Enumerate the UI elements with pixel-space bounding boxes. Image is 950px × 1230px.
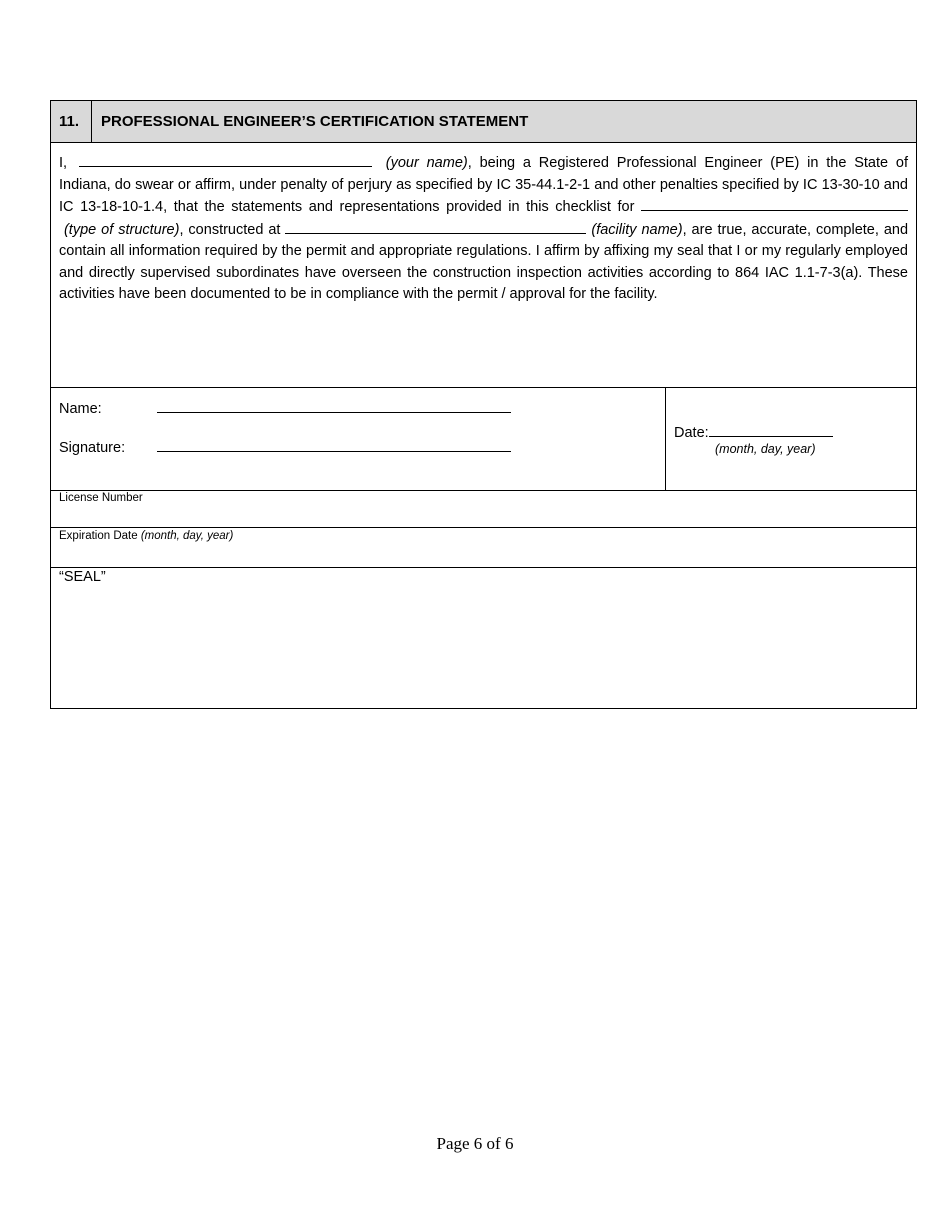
page-number: Page 6 of 6 — [436, 1134, 514, 1153]
statement-text-3: , are true, accurate, complete, and contain all information required by the permit and appropriate regulations. I affirm by affixing my seal that I or my regularly employed and directly supervised subordinates have overseen the construction inspection activities according to 864 IAC 1.1-7-3(a). These activities have been documented to be in compliance with the permit / approval for the facility. — [59, 221, 909, 302]
signature-field[interactable] — [157, 437, 511, 452]
facility-name-hint: (facility name) — [591, 221, 683, 238]
date-hint: (month, day, year) — [715, 442, 816, 456]
signature-row — [51, 388, 916, 491]
seal-label: “SEAL” — [59, 569, 106, 585]
expiration-date-hint: (month, day, year) — [140, 530, 234, 542]
section-number: 11. — [51, 101, 92, 142]
your-name-hint: (your name) — [385, 155, 468, 171]
seal-area — [51, 568, 916, 708]
section-header — [51, 101, 916, 143]
name-signature-cell — [51, 388, 666, 490]
date-label: Date: — [674, 425, 709, 441]
statement-text-1: , being a Registered Professional Engineer (PE) in the State of Indiana, do swear or affirm, under penalty of perjury as specified by IC 35-44.1-2-1 and other penalties specified by IC 13-30-10 and IC 13-18-10-1.4, that the statements and representations provided in this checklist for — [59, 155, 909, 215]
statement-prefix: I, — [59, 155, 68, 171]
name-line — [59, 398, 657, 418]
type-of-structure-hint: (type of structure) — [63, 221, 180, 238]
certification-statement — [51, 143, 916, 388]
license-number-row[interactable] — [51, 491, 916, 528]
type-of-structure-blank[interactable] — [641, 196, 908, 211]
statement-text-2: , constructed at — [179, 221, 281, 238]
signature-label: Signature: — [59, 440, 126, 456]
facility-location-blank[interactable] — [285, 219, 586, 234]
expiration-date-label: Expiration Date — [59, 530, 138, 542]
signature-line — [59, 437, 657, 457]
your-name-blank[interactable] — [79, 152, 372, 167]
certification-form — [50, 100, 917, 709]
date-field[interactable] — [709, 422, 833, 437]
date-cell — [666, 388, 916, 490]
license-number-label: License Number — [59, 492, 143, 504]
expiration-date-row[interactable] — [51, 528, 916, 568]
section-title: PROFESSIONAL ENGINEER’S CERTIFICATION STATEMENT — [101, 113, 529, 130]
name-label: Name: — [59, 401, 102, 417]
name-field[interactable] — [157, 398, 511, 413]
